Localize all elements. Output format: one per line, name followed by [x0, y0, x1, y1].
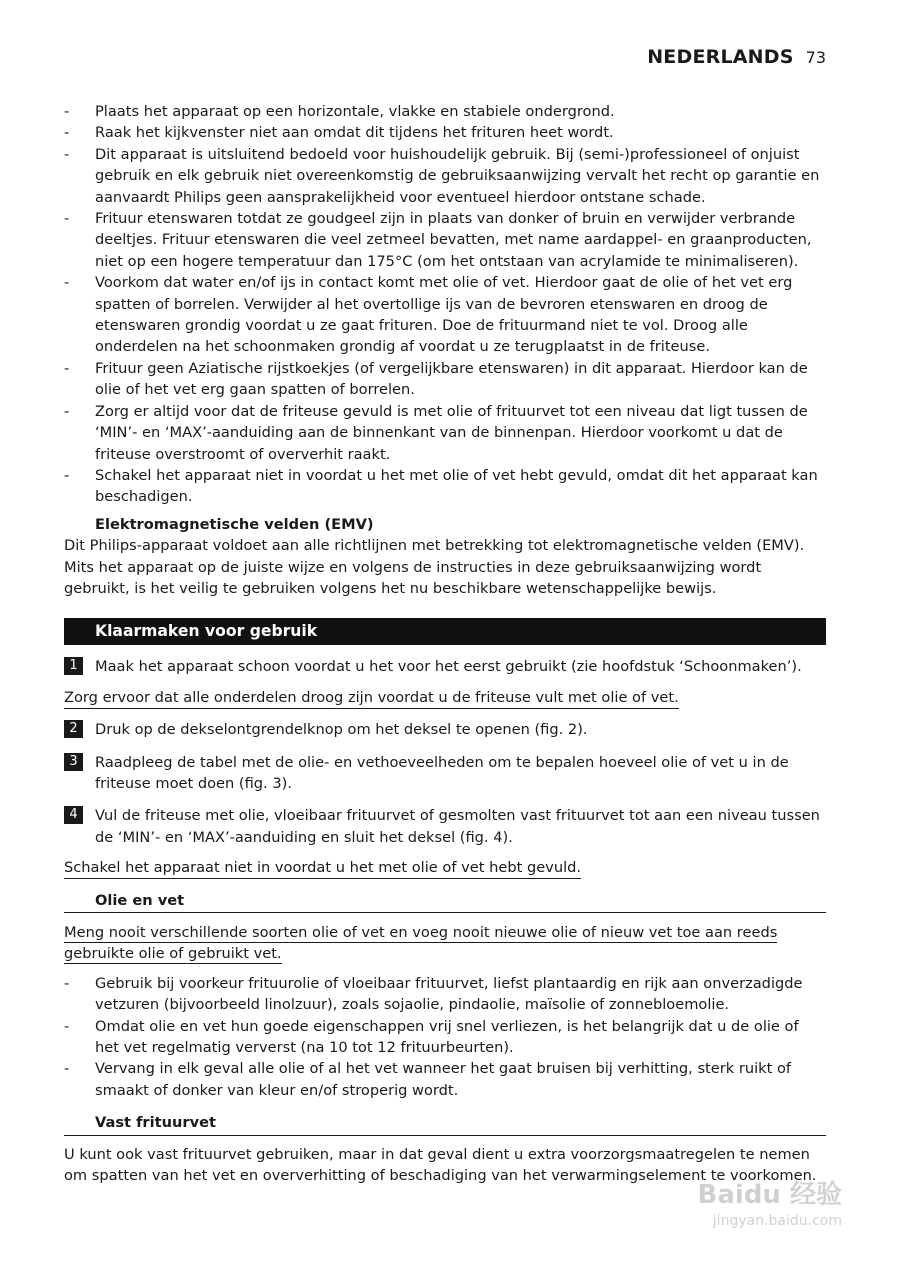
step-3 [64, 752, 826, 795]
step-text: Raadpleeg de tabel met de olie- en vethoeveelheden om te bepalen hoeveel olie of vet u in de friteuse moet doen (fig. 3). [95, 753, 789, 792]
section-title-bar: Klaarmaken voor gebruik [64, 618, 826, 645]
list-item: - Raak het kijkvenster niet aan omdat dit tijdens het frituren heet wordt. [64, 122, 826, 143]
step-text: Druk op de dekselontgrendelknop om het deksel te openen (fig. 2). [95, 721, 588, 739]
emv-paragraph: Dit Philips-apparaat voldoet aan alle richtlijnen met betrekking tot elektromagnetische velden (EMV). Mits het apparaat op de juiste wijze en volgens de instructies in deze gebruiksaanwijzing wordt gebruikt, is het veilig te gebruiken volgens het nu beschikbare wetenschappelijke bewijs. [64, 537, 805, 597]
oil-subheading: Olie en vet [64, 890, 826, 913]
list-item: - Zorg er altijd voor dat de friteuse gevuld is met olie of frituurvet tot een niveau dat ligt tussen de ‘MIN’- en ‘MAX’-aanduiding aan de binnenkant van de binnenpan. Hierdoor voorkomt u dat de friteuse overstroomt of oververhit raakt. [64, 401, 826, 465]
step-number-badge: 4 [64, 806, 83, 824]
solid-fat-paragraph: U kunt ook vast frituurvet gebruiken, maar in dat geval dient u extra voorzorgsmaatregelen te nemen om spatten van het vet en oververhitting of beschadiging van het verwarmingselement te voorkomen. [64, 1145, 817, 1185]
list-item: - Frituur etenswaren totdat ze goudgeel zijn in plaats van donker of bruin en verwijder verbrande deeltjes. Frituur etenswaren die veel zetmeel bevatten, met name aardappel- en graanproducten, niet op een hogere temperatuur dan 175°C (om het ontstaan van acrylamide te minimaliseren). [64, 208, 826, 272]
step-number-badge: 2 [64, 720, 83, 738]
safety-bullet-list [64, 101, 826, 508]
warning-text: Zorg ervoor dat alle onderdelen droog zijn voordat u de friteuse vult met olie of vet. [64, 689, 679, 709]
watermark-url: jingyan.baidu.com [712, 1213, 842, 1229]
list-item: - Schakel het apparaat niet in voordat u het met olie of vet hebt gevuld, omdat dit het apparaat kan beschadigen. [64, 465, 826, 508]
baidu-watermark [698, 1182, 842, 1234]
list-item: - Dit apparaat is uitsluitend bedoeld voor huishoudelijk gebruik. Bij (semi-)professioneel of onjuist gebruik en elk gebruik niet overeenkomstig de gebruiksaanwijzing vervalt het recht op garantie en aanvaardt Philips geen aansprakelijkheid voor eventueel hierdoor ontstane schade. [64, 144, 826, 208]
oil-warning-note [64, 922, 826, 965]
warning-note [64, 687, 826, 708]
step-number-badge: 1 [64, 657, 83, 675]
step-text: Vul de friteuse met olie, vloeibaar frituurvet of gesmolten vast frituurvet tot aan een niveau tussen de ‘MIN’- en ‘MAX’-aanduiding en sluit het deksel (fig. 4). [95, 807, 820, 846]
watermark-logo: Baidu 经验 [697, 1180, 842, 1210]
solid-fat-subheading: Vast frituurvet [64, 1112, 826, 1135]
list-item: - Gebruik bij voorkeur frituurolie of vloeibaar frituurvet, liefst plantaardig en rijk aan onverzadigde vetzuren (bijvoorbeeld linolzuur), zoals sojaolie, pindaolie, maïsolie of zonnebloemolie. [64, 973, 826, 1016]
emv-heading: Elektromagnetische velden (EMV) [95, 515, 374, 533]
oil-bullet-list [64, 973, 826, 1101]
step-number-badge: 3 [64, 753, 83, 771]
page-header [647, 46, 826, 68]
list-item: - Vervang in elk geval alle olie of al het vet wanneer het gaat bruisen bij verhitting, sterk ruikt of smaakt of donker van kleur en/of stroperig wordt. [64, 1058, 826, 1101]
page-content [64, 101, 826, 1186]
list-item: - Omdat olie en vet hun goede eigenschappen vrij snel verliezen, is het belangrijk dat u de olie of het vet regelmatig ververst (na 10 tot 12 frituurbeurten). [64, 1016, 826, 1059]
step-4 [64, 805, 826, 848]
language-label: NEDERLANDS [647, 46, 794, 68]
list-item: - Plaats het apparaat op een horizontale, vlakke en stabiele ondergrond. [64, 101, 826, 122]
warning-note [64, 857, 826, 878]
warning-text: Meng nooit verschillende soorten olie of vet en voeg nooit nieuwe olie of nieuw vet toe aan reeds gebruikte olie of gebruikt vet. [64, 924, 778, 963]
step-text: Maak het apparaat schoon voordat u het voor het eerst gebruikt (zie hoofdstuk ‘Schoonmaken’). [95, 658, 802, 676]
step-2 [64, 719, 826, 740]
step-1 [64, 656, 826, 677]
list-item: - Voorkom dat water en/of ijs in contact komt met olie of vet. Hierdoor gaat de olie of het vet erg spatten of borrelen. Verwijder al het overtollige ijs van de bevroren etenswaren en droog de etenswaren grondig voordat u ze gaat frituren. Doe de frituurmand niet te vol. Droog alle onderdelen na het schoonmaken grondig af voordat u ze terugplaatst in de friteuse. [64, 272, 826, 358]
page-number: 73 [805, 48, 826, 67]
warning-text: Schakel het apparaat niet in voordat u het met olie of vet hebt gevuld. [64, 859, 581, 879]
list-item: - Frituur geen Aziatische rijstkoekjes (of vergelijkbare etenswaren) in dit apparaat. Hierdoor kan de olie of het vet erg gaan spatten of borrelen. [64, 358, 826, 401]
